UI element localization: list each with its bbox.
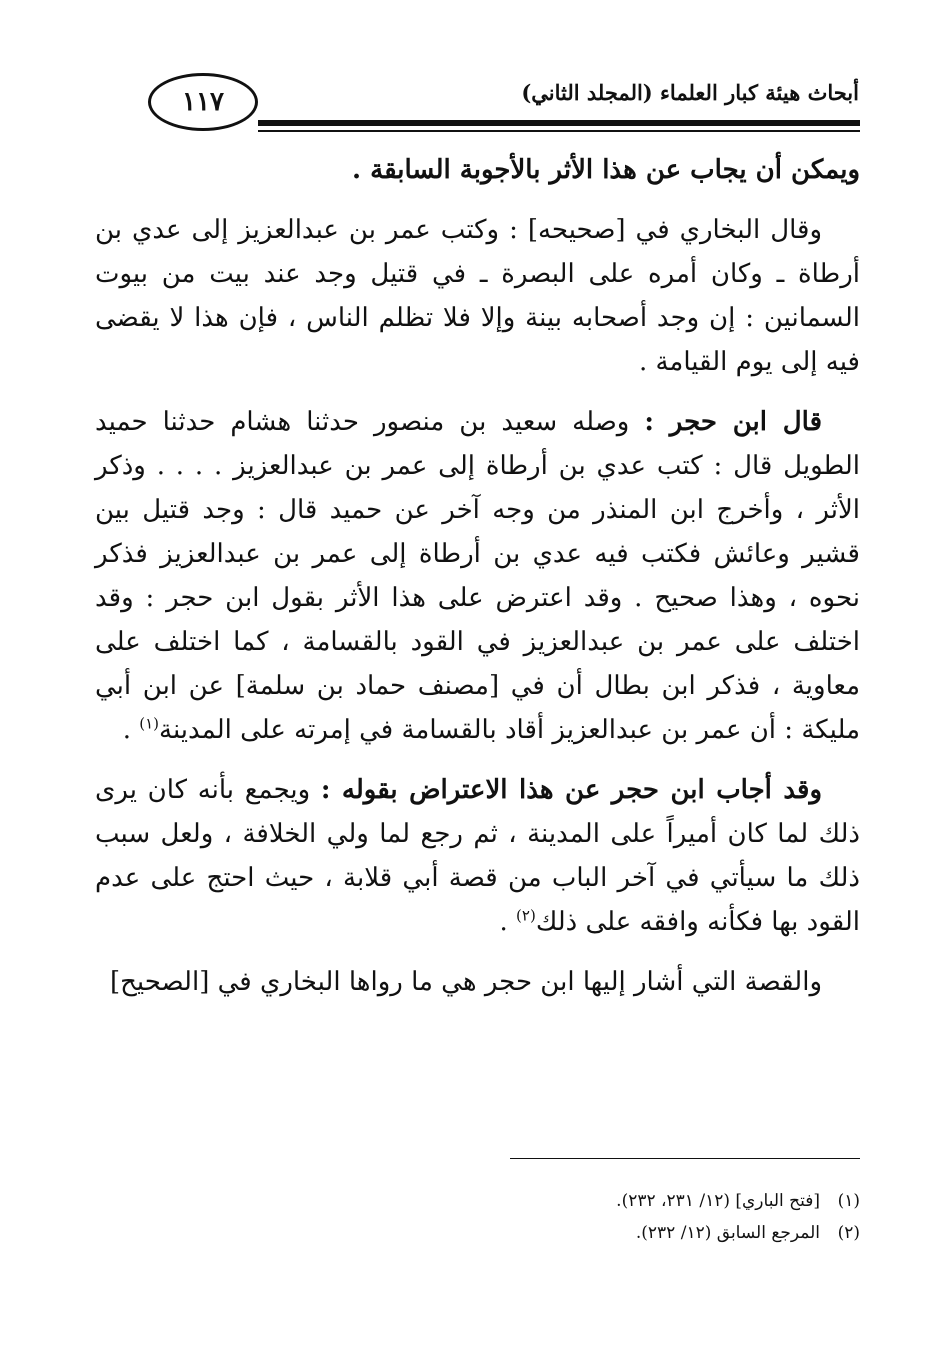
paragraph-1: ويمكن أن يجاب عن هذا الأثر بالأجوبة السابقة . xyxy=(352,155,860,185)
running-header: أبحاث هيئة كبار العلماء (المجلد الثاني) xyxy=(521,80,859,105)
footnote-ref-1: (١) xyxy=(139,714,160,733)
paragraph-3-text: وصله سعيد بن منصور حدثنا هشام حدثنا حميد الطويل قال : كتب عدي بن أرطاة إلى عمر بن عبدالعزيز . . . . وذكر الأثر ، وأخرج ابن المنذر من وجه آخر عن حميد قال : وجد قتيل بين قشير وعائش فكتب فيه عدي بن أرطاة إلى عمر بن عبدالعزيز فذكر نحوه ، وهذا صحيح . وقد اعترض على هذا الأثر بقول ابن حجر : وقد اختلف على عمر بن عبدالعزيز في القود بالقسامة ، كما اختلف على معاوية ، فذكر ابن بطال أن في [مصنف حماد بن سلمة] عن ابن أبي مليكة : أن عمر بن عبدالعزيز أقاد بالقسامة في إمرته على المدينة xyxy=(95,407,860,745)
paragraph-4-end: . xyxy=(499,907,517,937)
paragraph-3-lead: قال ابن حجر : xyxy=(644,407,823,437)
paragraph-4-text: ويجمع بأنه كان يرى ذلك لما كان أميراً على المدينة ، ثم رجع لما ولي الخلافة ، ولعل سبب ذلك ما سيأتي في آخر الباب من قصة أبي قلابة ، حيث احتج على عدم القود بها فكأنه وافقه على ذلك xyxy=(95,775,860,937)
footnote-2 xyxy=(95,1217,860,1249)
paragraph-2: وقال البخاري في [صحيحه] : وكتب عمر بن عبدالعزيز إلى عدي بن أرطاة ـ وكان أمره على البصرة ـ في قتيل وجد عند بيت من بيوت السمانين : إن وجد أصحابه بينة وإلا فلا تظلم الناس ، فإن هذا لا يقضى فيه إلى يوم القيامة . xyxy=(95,215,860,377)
footnote-1-number: (١) xyxy=(837,1191,860,1211)
footnote-ref-2: (٢) xyxy=(516,906,536,925)
paragraph-3-end: . xyxy=(122,715,140,745)
paragraph-5: والقصة التي أشار إليها ابن حجر هي ما رواها البخاري في [الصحيح] xyxy=(109,967,822,997)
header-rule-thin xyxy=(258,130,860,132)
body-text xyxy=(95,148,860,1020)
paragraph-4 xyxy=(95,768,860,944)
footnote-1 xyxy=(95,1185,860,1217)
paragraph-3 xyxy=(95,400,860,752)
footnote-2-number: (٢) xyxy=(837,1223,860,1243)
header-rule-thick xyxy=(258,120,860,126)
page-number: ١١٧ xyxy=(148,73,258,131)
footnote-2-text: المرجع السابق (١٢/ ٢٣٢). xyxy=(635,1223,820,1243)
paragraph-4-lead: وقد أجاب ابن حجر عن هذا الاعتراض بقوله : xyxy=(320,775,822,805)
footnotes xyxy=(95,1185,860,1249)
footnote-separator xyxy=(510,1158,860,1159)
footnote-1-text: [فتح الباري] (١٢/ ٢٣١، ٢٣٢). xyxy=(616,1191,820,1211)
